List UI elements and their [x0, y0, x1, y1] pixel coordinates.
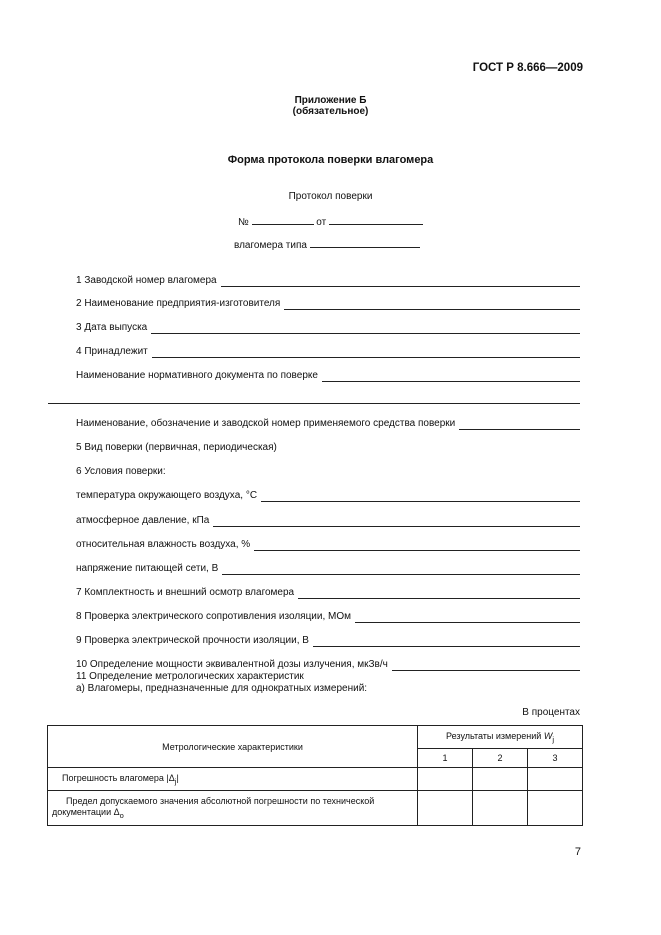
normative-doc-label: Наименование нормативного документа по поверке — [76, 370, 318, 381]
row1-cell-1[interactable] — [418, 768, 473, 791]
number-field[interactable] — [252, 214, 314, 225]
pressure-field[interactable] — [213, 515, 580, 527]
row1-cell-2[interactable] — [473, 768, 528, 791]
humidity-line — [76, 537, 580, 551]
table-row — [48, 768, 583, 791]
release-date-label: 3 Дата выпуска — [76, 322, 148, 333]
form-title: Форма протокола поверки влагомера — [227, 154, 434, 166]
voltage-field[interactable] — [222, 563, 580, 575]
serial-number-line — [76, 273, 580, 287]
metrology-section: 11 Определение метрологических характеристик — [76, 671, 304, 682]
serial-number-label: 1 Заводской номер влагомера — [76, 275, 217, 286]
insulation-resistance-label: 8 Проверка электрического сопротивления изоляции, МОм — [76, 611, 352, 622]
temperature-field[interactable] — [261, 490, 580, 502]
pressure-line — [76, 513, 580, 527]
voltage-label: напряжение питающей сети, В — [76, 563, 219, 574]
completeness-line — [76, 585, 580, 599]
dose-rate-field[interactable] — [392, 659, 580, 671]
from-label: от — [316, 217, 327, 228]
document-code: ГОСТ Р 8.666—2009 — [472, 62, 583, 74]
manufacturer-label: 2 Наименование предприятия-изготовителя — [76, 298, 281, 309]
pressure-label: атмосферное давление, кПа — [76, 515, 210, 526]
appendix-title: Приложение Б — [294, 95, 367, 106]
row2-cell-3[interactable] — [528, 791, 583, 826]
protocol-number-line — [238, 214, 423, 228]
continuation-rule[interactable] — [48, 403, 580, 404]
table-header-row — [48, 726, 583, 749]
serial-number-field[interactable] — [221, 275, 580, 287]
metrology-table — [47, 725, 583, 826]
row1-cell-3[interactable] — [528, 768, 583, 791]
single-measurement-subsection: а) Влагомеры, предназначенные для однократных измерений: — [76, 683, 368, 694]
verification-tool-field[interactable] — [459, 418, 580, 430]
insulation-resistance-line — [76, 609, 580, 623]
manufacturer-line — [76, 296, 580, 310]
row2-label: Предел допускаемого значения абсолютной погрешности по технической документации $\Delta_о$ — [48, 791, 418, 826]
release-date-line — [76, 320, 580, 334]
row2-cell-2[interactable] — [473, 791, 528, 826]
insulation-strength-label: 9 Проверка электрической прочности изоляции, В — [76, 635, 309, 646]
appendix-status: (обязательное) — [292, 106, 369, 117]
type-label: влагомера типа — [234, 240, 307, 251]
insulation-strength-line — [76, 633, 580, 647]
manufacturer-field[interactable] — [284, 298, 580, 310]
humidity-field[interactable] — [254, 539, 580, 551]
release-date-field[interactable] — [151, 322, 580, 334]
number-prefix: № — [238, 217, 249, 228]
col-2: 2 — [473, 749, 528, 768]
row1-label: Погрешность влагомера $|\Delta_j|$ — [48, 768, 418, 791]
header-results: Результаты измерений $W_j$ — [418, 726, 583, 749]
table-row — [48, 791, 583, 826]
normative-doc-line — [76, 368, 580, 382]
device-type-line — [234, 237, 420, 251]
dose-rate-label: 10 Определение мощности эквивалентной дозы излучения, мкЗв/ч — [76, 659, 388, 670]
row2-cell-1[interactable] — [418, 791, 473, 826]
col-3: 3 — [528, 749, 583, 768]
protocol-title: Протокол поверки — [288, 191, 373, 202]
insulation-strength-field[interactable] — [313, 635, 580, 647]
owner-field[interactable] — [152, 346, 580, 358]
owner-label: 4 Принадлежит — [76, 346, 148, 357]
page-number: 7 — [574, 846, 581, 858]
normative-doc-field[interactable] — [322, 370, 580, 382]
verification-kind: 5 Вид поверки (первичная, периодическая) — [76, 442, 277, 453]
unit-note: В процентах — [522, 707, 580, 718]
type-field[interactable] — [310, 237, 420, 248]
temperature-line — [76, 488, 580, 502]
voltage-line — [76, 561, 580, 575]
completeness-field[interactable] — [298, 587, 580, 599]
verification-tool-label: Наименование, обозначение и заводской номер применяемого средства поверки — [76, 418, 456, 429]
dose-rate-line — [76, 657, 580, 671]
verification-conditions: 6 Условия поверки: — [76, 466, 166, 477]
completeness-label: 7 Комплектность и внешний осмотр влагомера — [76, 587, 295, 598]
temperature-label: температура окружающего воздуха, °С — [76, 490, 258, 501]
humidity-label: относительная влажность воздуха, % — [76, 539, 251, 550]
date-field[interactable] — [329, 214, 423, 225]
insulation-resistance-field[interactable] — [355, 611, 580, 623]
verification-tool-line — [76, 416, 580, 430]
header-metric: Метрологические характеристики — [48, 726, 418, 768]
col-1: 1 — [418, 749, 473, 768]
owner-line — [76, 344, 580, 358]
